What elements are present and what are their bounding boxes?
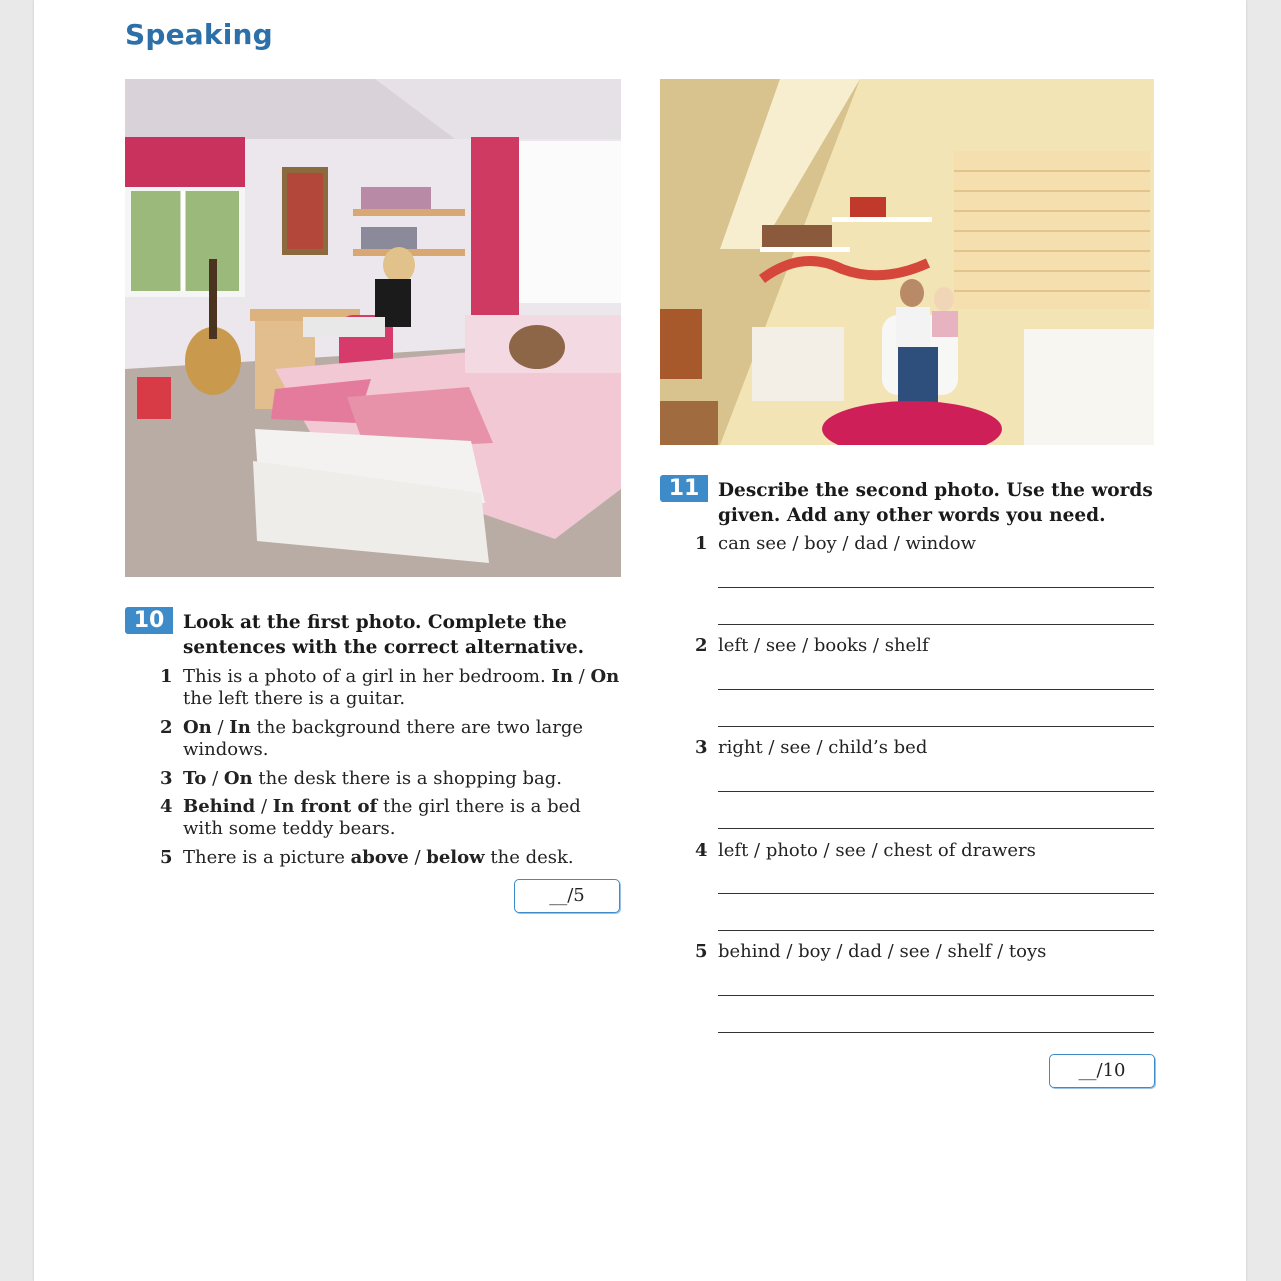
option-separator: / [206, 768, 224, 789]
option-separator: / [211, 717, 230, 738]
option-to[interactable]: To [183, 768, 207, 789]
exercise-10-item [160, 847, 623, 869]
answer-line[interactable] [718, 791, 1154, 792]
prompt-words: can see / boy / dad / window [718, 533, 977, 554]
exercise-11-score-box[interactable]: __/10 [1049, 1054, 1155, 1088]
bedroom-photo [125, 79, 621, 577]
item-number: 3 [695, 737, 708, 758]
exercise-11-instruction: Describe the second photo. Use the words given. Add any other words you need. [718, 480, 1153, 526]
item-number: 1 [695, 533, 708, 554]
answer-line[interactable] [718, 930, 1154, 931]
exercise-11-item [695, 737, 1154, 759]
exercise-10-item [160, 796, 623, 840]
sentence-text: the left there is a guitar. [183, 688, 406, 709]
option-above[interactable]: above [350, 847, 409, 868]
item-number: 3 [160, 768, 173, 789]
item-number: 5 [160, 847, 173, 868]
item-number: 2 [160, 717, 173, 738]
option-below[interactable]: below [426, 847, 485, 868]
nursery-photo [660, 79, 1154, 445]
answer-line[interactable] [718, 893, 1154, 894]
sentence-text: the desk there is a shopping bag. [252, 768, 563, 789]
answer-line[interactable] [718, 689, 1154, 690]
sentence-text: the desk. [484, 847, 574, 868]
item-number: 5 [695, 941, 708, 962]
option-in[interactable]: In [551, 666, 573, 687]
exercise-10-instruction: Look at the first photo. Complete the sentences with the correct alternative. [183, 612, 585, 658]
exercise-11-item [695, 941, 1154, 963]
exercise-10-number-badge: 10 [125, 607, 173, 634]
item-number: 4 [160, 796, 173, 817]
prompt-words: behind / boy / dad / see / shelf / toys [718, 941, 1047, 962]
prompt-words: left / see / books / shelf [718, 635, 929, 656]
sentence-text: There is a picture [183, 847, 351, 868]
item-number: 1 [160, 666, 173, 687]
sentence-text: This is a photo of a girl in her bedroom. [183, 666, 552, 687]
exercise-10-item [160, 666, 623, 710]
option-in[interactable]: In [229, 717, 251, 738]
option-separator: / [408, 847, 427, 868]
option-on[interactable]: On [183, 717, 212, 738]
exercise-10-item [160, 717, 603, 761]
prompt-words: left / photo / see / chest of drawers [718, 840, 1036, 861]
option-on[interactable]: On [590, 666, 620, 687]
option-in-front-of[interactable]: In front of [272, 796, 378, 817]
item-number: 2 [695, 635, 708, 656]
sentence-text: the background there are two large windows. [183, 717, 584, 760]
section-title: Speaking [125, 18, 273, 51]
exercise-11-number-badge: 11 [660, 475, 708, 502]
option-separator: / [572, 666, 591, 687]
option-separator: / [255, 796, 273, 817]
exercise-11-item [695, 635, 1154, 657]
answer-line[interactable] [718, 828, 1154, 829]
sentence-text: the girl there is a bed with some teddy bears. [183, 796, 581, 839]
answer-line[interactable] [718, 995, 1154, 996]
answer-line[interactable] [718, 587, 1154, 588]
item-number: 4 [695, 840, 708, 861]
answer-line[interactable] [718, 1032, 1154, 1033]
option-on[interactable]: On [223, 768, 253, 789]
answer-line[interactable] [718, 624, 1154, 625]
option-behind[interactable]: Behind [183, 796, 256, 817]
exercise-11-item [695, 840, 1154, 862]
exercise-10-score-box[interactable]: __/5 [514, 879, 620, 913]
exercise-11-item [695, 533, 1154, 555]
exercise-10-item [160, 768, 623, 790]
answer-line[interactable] [718, 726, 1154, 727]
prompt-words: right / see / child’s bed [718, 737, 928, 758]
